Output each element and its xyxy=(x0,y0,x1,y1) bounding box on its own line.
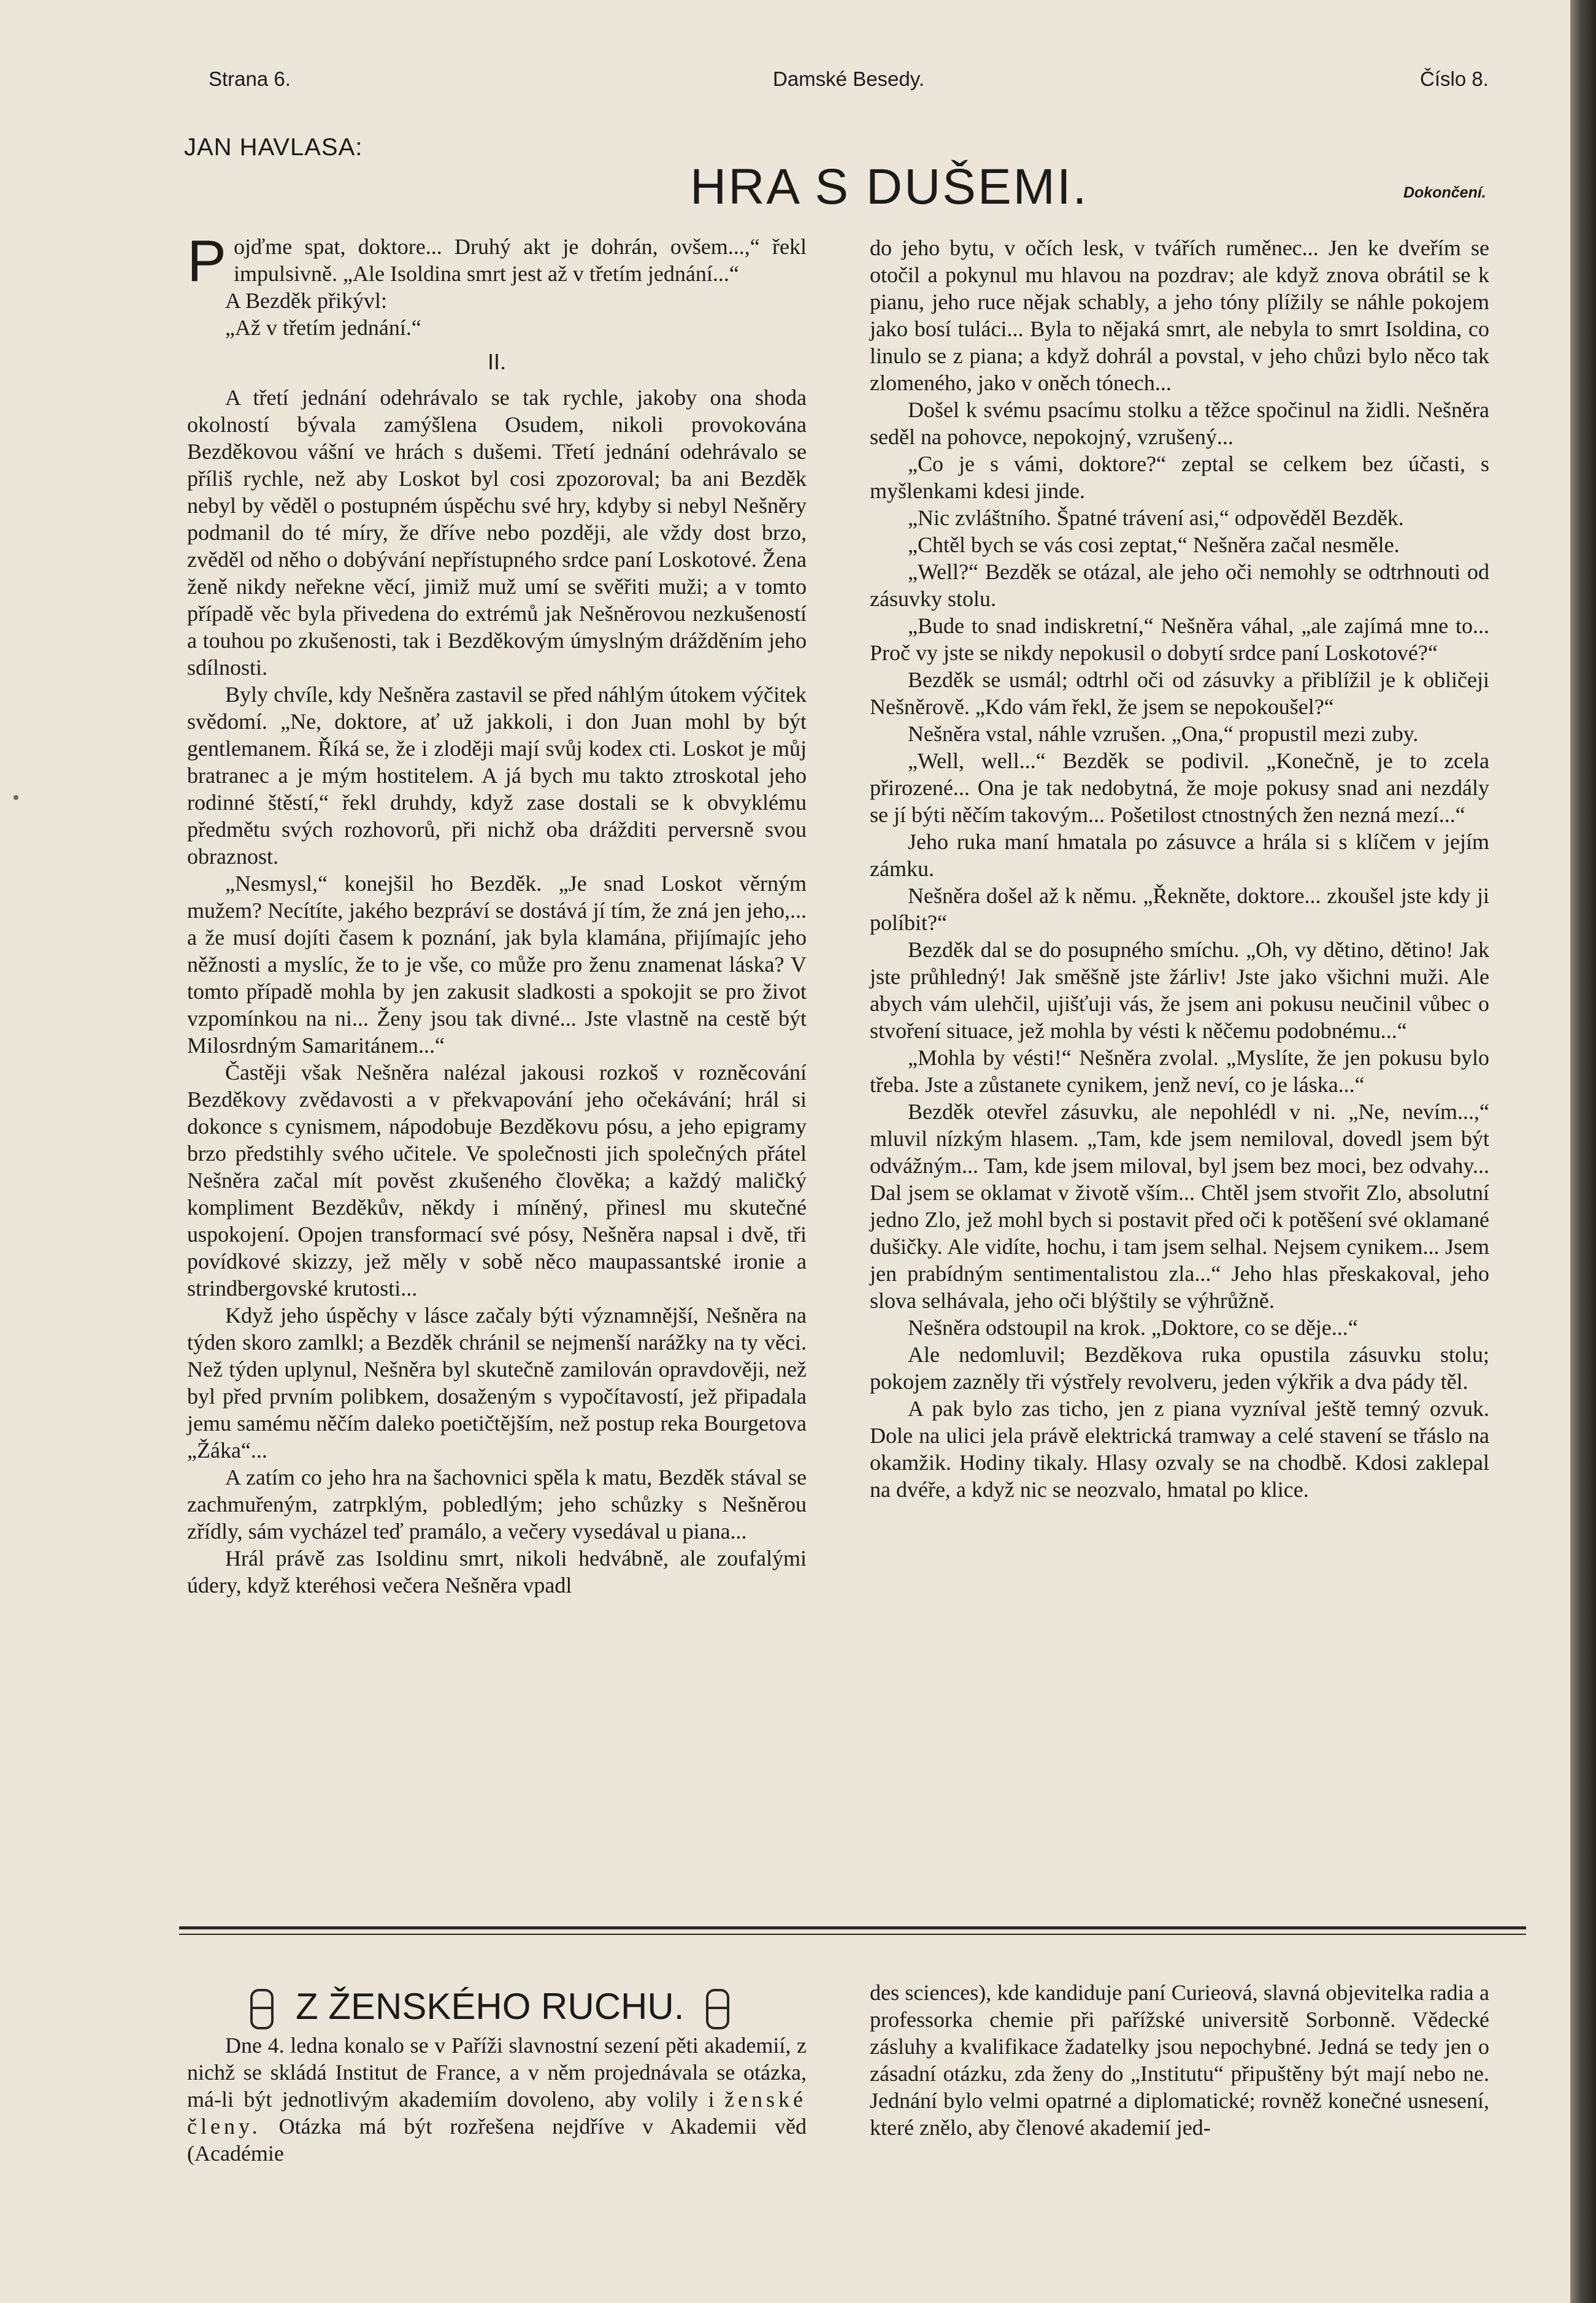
news-column-left xyxy=(187,2032,807,2167)
paragraph: „Až v třetím jednání.“ xyxy=(225,315,421,340)
issue-number: Číslo 8. xyxy=(1420,67,1489,90)
magazine-name: Damské Besedy. xyxy=(773,67,924,90)
paragraph: Nešněra došel až k němu. „Řekněte, doktore... zkoušel jste kdy ji políbit?“ xyxy=(870,883,1489,935)
paragraph: do jeho bytu, v očích lesk, v tvářích ruměnec... Jen ke dveřím se otočil a pokynul mu hlavou na pozdrav; ale když znova obrátil se k pianu, jeho ruce nějak schably, a jeho tóny plížily se náhle pokojem jako bosí tuláci... Byla to nějaká smrt, ale nebyla to smrt Isoldina, co linulo se z piana; a když dohrál a povstal, v jeho chůzi bylo něco tak zlomeného, jako v oněch tónech... xyxy=(870,236,1489,395)
book-binding-edge xyxy=(1570,0,1596,2303)
paragraph: Byly chvíle, kdy Nešněra zastavil se před náhlým útokem výčitek svědomí. „Ne, doktore, ať už jakkoli, i don Juan mohl by být gentlemanem. Říká se, že i zloději mají svůj kodex cti. Loskot je můj bratranec a je mým hostitelem. A já bych mu takto ztroskotal jeho rodinné štěstí,“ řekl druhdy, když zase dostali se k obvyklému předmětu svých rozhovorů, při nichž oba drážditi perversně svou obraznost. xyxy=(187,682,807,869)
paragraph: „Bude to snad indiskretní,“ Nešněra váhal, „ale zajímá mne to... Proč vy jste se nikdy nepokusil o dobytí srdce paní Loskotové?“ xyxy=(870,613,1489,665)
paragraph: „Nesmysl,“ konejšil ho Bezděk. „Je snad Loskot věrným mužem? Necítíte, jakého bezpráví se dostává jí tím, že zná jen jeho,... a že musí dojíti časem k poznání, jak byla klamána, přijímajíc jeho něžnosti a myslíc, že to je vše, co může pro ženu znamenat láska? V tomto případě mohla by jen zakusit sladkosti a spokojit se pro život vzpomínkou na ni... Ženy jsou tak divné... Jste vlastně na cestě být Milosrdným Samaritánem...“ xyxy=(187,871,807,1058)
margin-speck xyxy=(13,795,18,800)
paragraph: Když jeho úspěchy v lásce začaly býti významnější, Nešněra na týden skoro zamlkl; a Bezděk chránil se nejmenší narážky na ty věci. Než týden uplynul, Nešněra byl skutečně zamilován opravdověji, než byl před prvním polibkem, dosaženým s vypočítavostí, jež připadala jemu samému něčím daleko poetičtějším, než postup reka Bourgetova „Žáka“... xyxy=(187,1303,807,1463)
emphasized-text: ženské členy. xyxy=(187,2087,807,2139)
paragraph: „Well?“ Bezděk se otázal, ale jeho oči nemohly se odtrhnouti od zásuvky stolu. xyxy=(870,559,1489,611)
paragraph: A pak bylo zas ticho, jen z piana vyzníval ještě temný ozvuk. Dole na ulici jela právě elektrická tramway a celé stavení se třáslo na okamžik. Hodiny tikaly. Hlasy ozvaly se na chodbě. Kdosi zaklepal na dvéře, a když nic se neozvalo, hmatal po klice. xyxy=(870,1396,1489,1502)
paragraph: Ale nedomluvil; Bezděkova ruka opustila zásuvku stolu; pokojem zazněly tři výstřely revolveru, jeden výkřik a dva pády těl. xyxy=(870,1342,1489,1394)
paragraph: Došel k svému psacímu stolku a těžce spočinul na židli. Nešněra seděl na pohovce, nepokojný, vzrušený... xyxy=(870,398,1489,449)
paragraph-text: Dne 4. ledna konalo se v Paříži slavnostní sezení pěti akademií, z nichž se skládá Institut de France, a v něm projednávala se otázka, má-li být jednotlivým akademiím dovoleno, aby volily i xyxy=(187,2033,807,2112)
continued-note: Dokončení. xyxy=(1403,184,1486,201)
author-name: JAN HAVLASA: xyxy=(184,134,363,161)
paragraph xyxy=(187,2032,807,2167)
paragraph: „Mohla by vésti!“ Nešněra zvolal. „Myslíte, že jen pokusu bylo třeba. Jste a zůstanete cynikem, jenž neví, co je láska...“ xyxy=(870,1045,1489,1097)
article-title: HRA S DUŠEMI. xyxy=(690,159,1089,215)
section-number: II. xyxy=(487,349,506,374)
drop-cap: P xyxy=(187,228,227,294)
paragraph: „Chtěl bych se vás cosi zeptat,“ Nešněra začal nesměle. xyxy=(908,532,1400,557)
section-heading xyxy=(228,1985,751,2029)
paragraph: des sciences), kde kandiduje paní Curieová, slavná objevitelka radia a professorka chemie při pařížské universitě Sorbonně. Vědecké zásluhy a kvalifikace žadatelky jsou nepochybné. Jedná se tedy jen o zásadní otázku, zda ženy do „Institutu“ připuštěny být mají nebo ne. Jednání bylo velmi opatrné a diplomatické; rovněž konečné usnesení, které znělo, aby členové akademií jed- xyxy=(870,1980,1489,2140)
paragraph xyxy=(187,228,807,294)
article-column-right xyxy=(870,234,1489,1503)
section-divider xyxy=(179,1926,1526,1929)
paragraph: Nešněra vstal, náhle vzrušen. „Ona,“ propustil mezi zuby. xyxy=(908,721,1419,746)
page-number: Strana 6. xyxy=(209,67,291,90)
news-column-right xyxy=(870,1979,1489,2141)
paragraph-text: ojďme spat, doktore... Druhý akt je dohrán, ovšem...,“ řekl impulsivně. „Ale Isoldina smrt jest až v třetím jednání...“ xyxy=(234,234,807,286)
paragraph: „Nic zvláštního. Špatné trávení asi,“ odpověděl Bezděk. xyxy=(908,506,1404,530)
ornament-icon xyxy=(706,1989,729,2029)
paragraph: Bezděk dal se do posupného smíchu. „Oh, vy dětino, dětino! Jak jste průhledný! Jak směšně jste žárliv! Jste jako všichni muži. Ale abych vám ulehčil, ujišťuji vás, že jsem ani pokusu neučinil vůbec o stvoření situace, jež mohla by vésti k něčemu podobnému...“ xyxy=(870,937,1489,1043)
paragraph: Častěji však Nešněra nalézal jakousi rozkoš v rozněcování Bezděkovy zvědavosti a v překvapování jeho očekávání; hrál si dokonce s cynismem, nápodobuje Bezděkovu pósu, a jeho epigramy brzo předstihly svého učitele. Ve společnosti jich společných přátel Nešněra začal mít pověst zkušeného člověka; a každý maličký kompliment Bezděkův, někdy i míněný, přinesl mu skutečné uspokojení. Opojen transformací své pósy, Nešněra napsal i dvě, tři povídkové skizzy, jež měly v sobě něco maupassantské ironie a strindbergovské krutosti... xyxy=(187,1060,807,1301)
paragraph: A Bezděk přikývl: xyxy=(225,288,387,313)
paragraph: Bezděk se usmál; odtrhl oči od zásuvky a přiblížil je k obličeji Nešněrově. „Kdo vám řekl, že jsem se nepokoušel?“ xyxy=(870,667,1489,719)
section-heading-text: Z ŽENSKÉHO RUCHU. xyxy=(296,1986,685,2027)
paragraph: A třetí jednání odehrávalo se tak rychle, jakoby ona shoda okolností bývala zamýšlena Osudem, nikoli provokována Bezděkovou vášní ve hrách s dušemi. Třetí jednání odehrávalo se příliš rychle, než aby Loskot byl cosi zpozoroval; ba ani Bezděk nebyl by věděl o postupném úspěchu své hry, kdyby si nebyl Nešněry podmanil do té míry, že dříve nebo později, ale vždy dost brzo, zvěděl od něho o dobývání nepřístupného srdce paní Loskotové. Žena ženě nikdy neřekne věcí, jimiž muž umí se svěřiti muži; a v tomto případě věc byla přivedena do extrémů jak Nešněrovou nezkušeností a touhou po zkušenosti, tak i Bezděkovým úmyslným drážděním jeho sdílnosti. xyxy=(187,385,807,680)
article-column-left xyxy=(187,228,807,1599)
paragraph-text: Otázka má být rozřešena nejdříve v Akademii věd (Académie xyxy=(187,2114,807,2166)
paragraph: „Co je s vámi, doktore?“ zeptal se celkem bez účasti, s myšlenkami kdesi jinde. xyxy=(870,452,1489,503)
paragraph: Hrál právě zas Isoldinu smrt, nikoli hedvábně, ale zoufalými údery, když kteréhosi večera Nešněra vpadl xyxy=(187,1546,807,1597)
paragraph: „Well, well...“ Bezděk se podivil. „Konečně, je to zcela přirozené... Ona je tak nedobytná, že moje pokusy snad ani nezdály se jí býti něčím takovým... Pošetilost ctnostných žen nezná mezí...“ xyxy=(870,748,1489,827)
section-divider-thin xyxy=(179,1934,1526,1935)
paragraph: A zatím co jeho hra na šachovnici spěla k matu, Bezděk stával se zachmuřeným, zatrpklým, pobledlým; jeho schůzky s Nešněrou zřídly, sám vycházel teď pramálo, a večery vysedával u piana... xyxy=(187,1465,807,1544)
ornament-icon xyxy=(250,1989,274,2029)
paragraph: Nešněra odstoupil na krok. „Doktore, co se děje...“ xyxy=(908,1315,1358,1340)
paragraph: Bezděk otevřel zásuvku, ale nepohlédl v ni. „Ne, nevím...,“ mluvil nízkým hlasem. „Tam, kde jsem nemiloval, dovedl jsem být odvážným... Tam, kde jsem miloval, byl jsem bez moci, bez odvahy... Dal jsem se oklamat v životě vším... Chtěl jsem stvořit Zlo, absolutní jedno Zlo, jež mohl bych si postavit před oči k potěšení své oklamané dušičky. Ale vidíte, hochu, i tam jsem selhal. Nejsem cynikem... Jsem jen prabídným sentimentalistou zla...“ Jeho hlas přeskakoval, jeho slova selhávala, jeho oči blýštily se výhrůžně. xyxy=(870,1099,1489,1313)
paragraph: Jeho ruka maní hmatala po zásuvce a hrála si s klíčem v jejím zámku. xyxy=(870,829,1489,881)
